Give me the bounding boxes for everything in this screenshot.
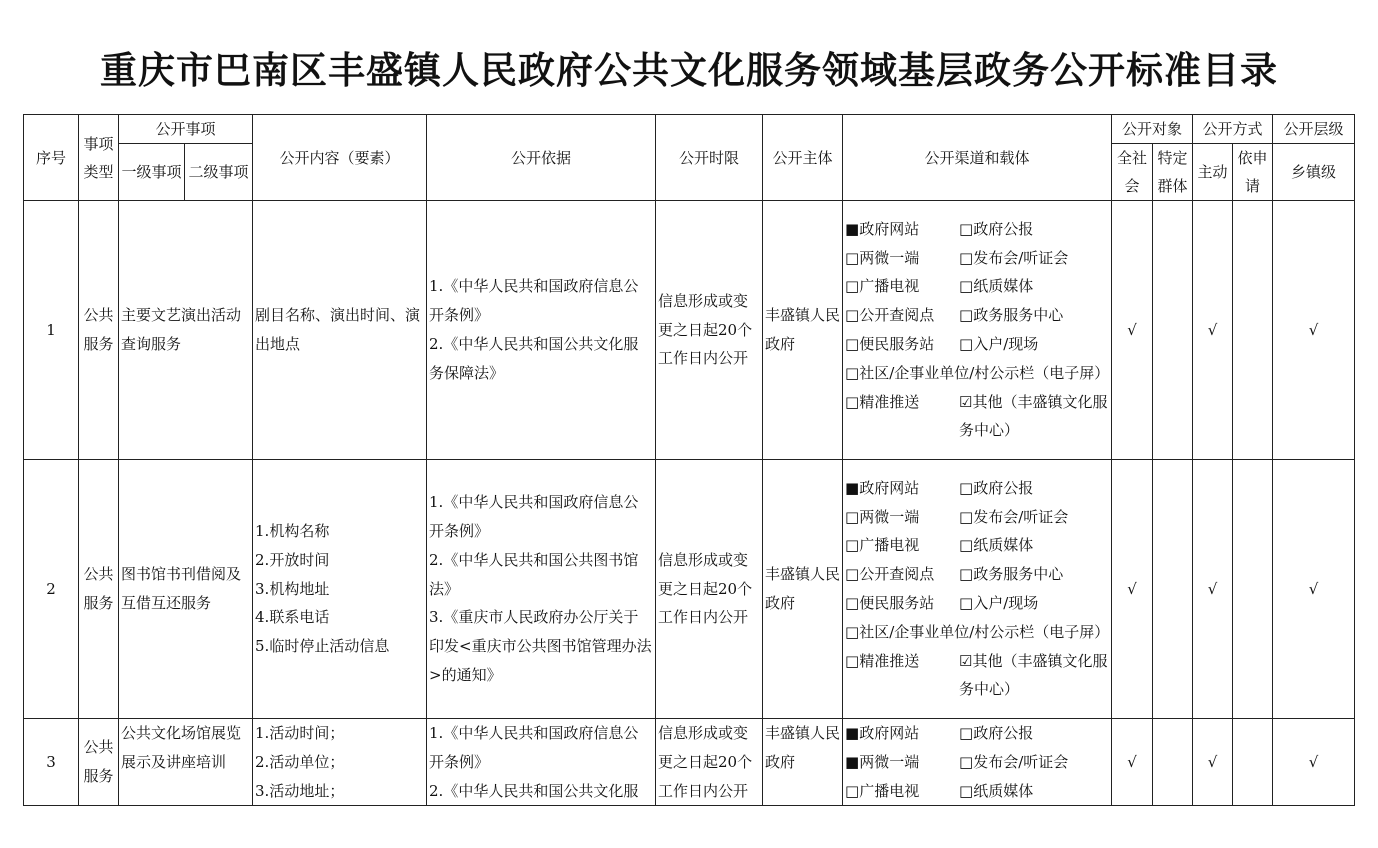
channel-item: ☑其他（丰盛镇文化服务中心） bbox=[959, 651, 1108, 699]
row-level1: 图书馆书刊借阅及互借互还服务 bbox=[119, 460, 253, 719]
content-line: 3.活动地址； bbox=[255, 781, 345, 800]
basis-line: 2.《中华人民共和国公共文化服务保障法》 bbox=[429, 335, 639, 382]
channel-item: □广播电视 bbox=[845, 277, 920, 296]
content-line: 5.临时停止活动信息 bbox=[255, 637, 390, 656]
row-level1: 主要文艺演出活动查询服务 bbox=[119, 201, 253, 460]
row-channels bbox=[843, 719, 1112, 806]
row-method-active: √ bbox=[1193, 719, 1233, 806]
content-line: 2.开放时间 bbox=[255, 550, 330, 569]
channel-item: □政务服务中心 bbox=[959, 306, 1064, 325]
channel-item: □公开查阅点 bbox=[845, 565, 935, 584]
catalog-table bbox=[23, 114, 1355, 806]
row-level-town: √ bbox=[1273, 460, 1355, 719]
row-method-active: √ bbox=[1193, 201, 1233, 460]
content-line: 2.活动单位； bbox=[255, 752, 345, 771]
row-audience-specific bbox=[1153, 719, 1193, 806]
header-time-limit: 公开时限 bbox=[656, 115, 763, 201]
table-row bbox=[24, 460, 1355, 719]
content-line: 剧目名称、演出时间、演出地点 bbox=[255, 306, 421, 353]
channel-item: □社区/企事业单位/村公示栏（电子屏） bbox=[845, 363, 1110, 382]
row-method-request bbox=[1233, 460, 1273, 719]
basis-line: 3.《重庆市人民政府办公厅关于印发<重庆市公共图书馆管理办法>的通知》 bbox=[429, 608, 652, 684]
header-level-town: 乡镇级 bbox=[1273, 144, 1355, 201]
header-method-active: 主动 bbox=[1193, 144, 1233, 201]
row-method-request bbox=[1233, 719, 1273, 806]
table-row bbox=[24, 719, 1355, 806]
header-level2: 二级事项 bbox=[185, 144, 253, 201]
row-seq: 3 bbox=[24, 719, 79, 806]
channel-item: □纸质媒体 bbox=[959, 781, 1034, 800]
row-channels bbox=[843, 201, 1112, 460]
row-subject: 丰盛镇人民政府 bbox=[763, 719, 843, 806]
channel-item: □精准推送 bbox=[845, 651, 920, 670]
row-content bbox=[253, 719, 427, 806]
content-line: 1.机构名称 bbox=[255, 522, 330, 540]
channel-item: □政府公报 bbox=[959, 478, 1034, 497]
channel-item: ■政府网站 bbox=[845, 478, 920, 497]
row-time-limit: 信息形成或变更之日起20个工作日内公开 bbox=[656, 460, 763, 719]
row-basis bbox=[427, 460, 656, 719]
channel-item: □政务服务中心 bbox=[959, 565, 1064, 584]
channel-item: □便民服务站 bbox=[845, 335, 935, 353]
basis-line: 1.《中华人民共和国政府信息公开条例》 bbox=[429, 724, 639, 771]
row-channels bbox=[843, 460, 1112, 719]
row-seq: 1 bbox=[24, 201, 79, 460]
row-seq: 2 bbox=[24, 460, 79, 719]
header-audience-specific: 特定群体 bbox=[1153, 144, 1193, 201]
row-audience-all: √ bbox=[1112, 719, 1153, 806]
channel-item: □发布会/听证会 bbox=[959, 752, 1069, 771]
row-content bbox=[253, 460, 427, 719]
row-basis bbox=[427, 719, 656, 806]
channel-item: □入户/现场 bbox=[959, 335, 1039, 353]
row-audience-specific bbox=[1153, 201, 1193, 460]
row-basis bbox=[427, 201, 656, 460]
row-level-town: √ bbox=[1273, 719, 1355, 806]
row-method-request bbox=[1233, 201, 1273, 460]
channel-item: □广播电视 bbox=[845, 781, 920, 800]
content-line: 1.活动时间； bbox=[255, 724, 345, 742]
channel-item: □政府公报 bbox=[959, 219, 1034, 238]
row-audience-specific bbox=[1153, 460, 1193, 719]
channel-item: □发布会/听证会 bbox=[959, 507, 1069, 526]
channel-item: □政府公报 bbox=[959, 724, 1034, 742]
row-subject: 丰盛镇人民政府 bbox=[763, 201, 843, 460]
channel-item: □广播电视 bbox=[845, 536, 920, 555]
header-row-1 bbox=[24, 115, 1355, 144]
header-method-request: 依申请 bbox=[1233, 144, 1273, 201]
row-level-town: √ bbox=[1273, 201, 1355, 460]
header-seq: 序号 bbox=[24, 115, 79, 201]
row-audience-all: √ bbox=[1112, 201, 1153, 460]
header-channels: 公开渠道和载体 bbox=[843, 115, 1112, 201]
basis-line: 1.《中华人民共和国政府信息公开条例》 bbox=[429, 277, 639, 325]
header-audience-all: 全社会 bbox=[1112, 144, 1153, 201]
row-level1: 公共文化场馆展览展示及讲座培训 bbox=[119, 719, 253, 806]
channel-item: ■两微一端 bbox=[845, 752, 920, 771]
header-basis: 公开依据 bbox=[427, 115, 656, 201]
header-level1: 一级事项 bbox=[119, 144, 185, 201]
channel-item: □便民服务站 bbox=[845, 594, 935, 612]
header-category: 事项类型 bbox=[79, 115, 119, 201]
page-title: 重庆市巴南区丰盛镇人民政府公共文化服务领域基层政务公开标准目录 bbox=[100, 48, 1278, 92]
channel-item: ■政府网站 bbox=[845, 724, 920, 742]
channel-item: □公开查阅点 bbox=[845, 306, 935, 325]
header-level-group: 公开层级 bbox=[1273, 115, 1355, 144]
header-content: 公开内容（要素） bbox=[253, 115, 427, 201]
basis-line: 2.《中华人民共和国公共文化服 bbox=[429, 781, 639, 800]
channel-item: □纸质媒体 bbox=[959, 536, 1034, 555]
header-subject: 公开主体 bbox=[763, 115, 843, 201]
row-time-limit: 信息形成或变更之日起20个工作日内公开 bbox=[656, 201, 763, 460]
basis-line: 2.《中华人民共和国公共图书馆法》 bbox=[429, 550, 639, 598]
content-line: 4.联系电话 bbox=[255, 608, 330, 627]
channel-item: □入户/现场 bbox=[959, 594, 1039, 612]
channel-item: □两微一端 bbox=[845, 248, 920, 267]
channel-item: ■政府网站 bbox=[845, 219, 920, 238]
row-audience-all: √ bbox=[1112, 460, 1153, 719]
content-line: 3.机构地址 bbox=[255, 579, 330, 598]
header-items-group: 公开事项 bbox=[119, 115, 253, 144]
channel-item: □精准推送 bbox=[845, 392, 920, 411]
row-content bbox=[253, 201, 427, 460]
row-time-limit: 信息形成或变更之日起20个工作日内公开 bbox=[656, 719, 763, 806]
row-category: 公共服务 bbox=[79, 719, 119, 806]
channel-item: □两微一端 bbox=[845, 507, 920, 526]
table-row bbox=[24, 201, 1355, 460]
row-subject: 丰盛镇人民政府 bbox=[763, 460, 843, 719]
header-audience-group: 公开对象 bbox=[1112, 115, 1193, 144]
header-method-group: 公开方式 bbox=[1193, 115, 1273, 144]
row-category: 公共服务 bbox=[79, 460, 119, 719]
channel-item: □社区/企事业单位/村公示栏（电子屏） bbox=[845, 622, 1110, 641]
basis-line: 1.《中华人民共和国政府信息公开条例》 bbox=[429, 493, 639, 540]
row-category: 公共服务 bbox=[79, 201, 119, 460]
channel-item: ☑其他（丰盛镇文化服务中心） bbox=[959, 392, 1108, 440]
channel-item: □发布会/听证会 bbox=[959, 248, 1069, 267]
channel-item: □纸质媒体 bbox=[959, 277, 1034, 296]
row-method-active: √ bbox=[1193, 460, 1233, 719]
